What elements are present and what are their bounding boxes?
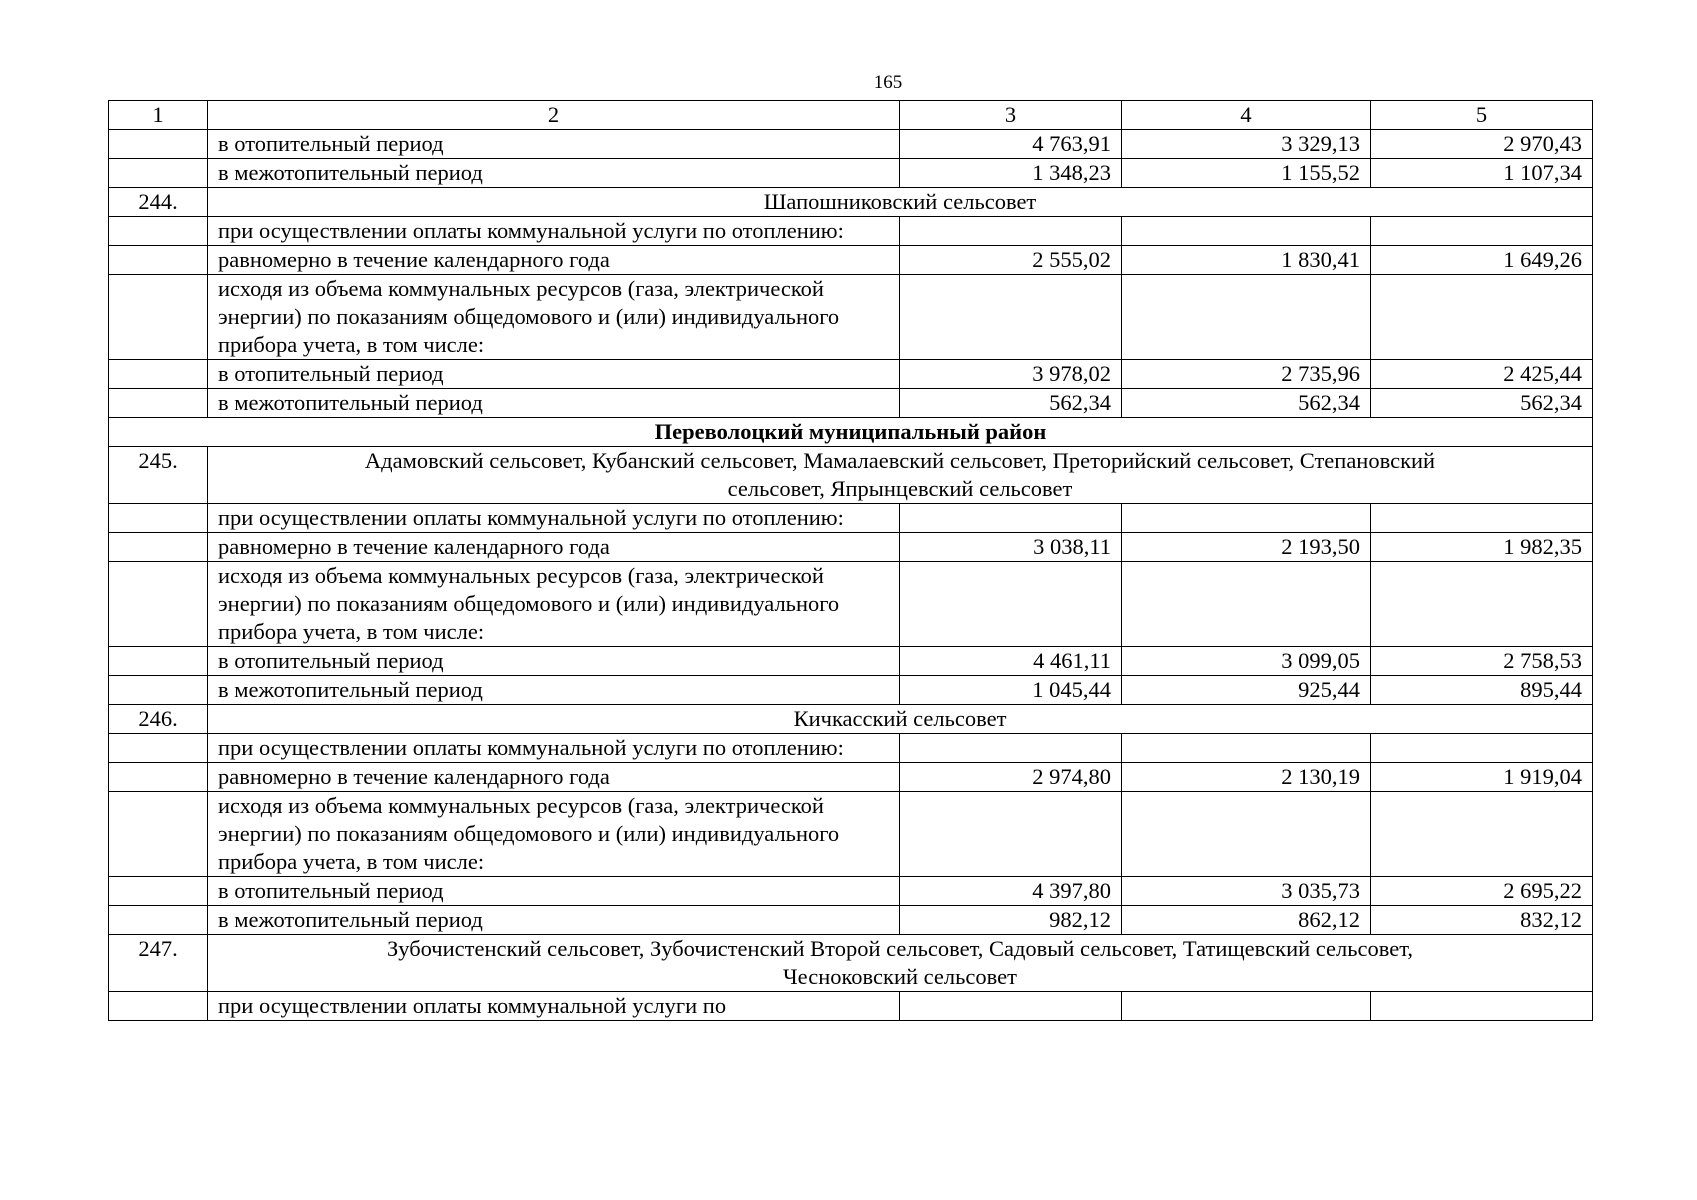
row-description-cell: при осуществлении оплаты коммунальной услуги по отоплению: <box>208 734 900 763</box>
value-col3-cell <box>900 275 1122 360</box>
value-col3-cell: 4 763,91 <box>900 130 1122 159</box>
tariff-table <box>108 100 1593 1021</box>
table-row <box>109 792 1593 877</box>
value-col3-cell <box>900 562 1122 647</box>
value-col5-cell <box>1371 562 1593 647</box>
table-row <box>109 992 1593 1021</box>
row-number-cell <box>109 130 208 159</box>
row-number-cell <box>109 246 208 275</box>
value-col4-cell <box>1122 992 1371 1021</box>
header-cell: 1 <box>109 101 208 130</box>
section-number-cell: 246. <box>109 705 208 734</box>
table-row <box>109 130 1593 159</box>
value-col4-cell: 3 035,73 <box>1122 877 1371 906</box>
value-col3-cell <box>900 734 1122 763</box>
value-col5-cell <box>1371 792 1593 877</box>
row-number-cell <box>109 763 208 792</box>
row-number-cell <box>109 906 208 935</box>
row-description-cell: исходя из объема коммунальных ресурсов (газа, электрической энергии) по показаниям общедомового и (или) индивидуального прибора учета, в том числе: <box>208 562 900 647</box>
value-col5-cell: 2 970,43 <box>1371 130 1593 159</box>
row-number-cell <box>109 734 208 763</box>
value-col5-cell: 2 695,22 <box>1371 877 1593 906</box>
table-row <box>109 360 1593 389</box>
row-description-cell: исходя из объема коммунальных ресурсов (газа, электрической энергии) по показаниям общедомового и (или) индивидуального прибора учета, в том числе: <box>208 275 900 360</box>
value-col5-cell: 895,44 <box>1371 676 1593 705</box>
value-col5-cell: 1 919,04 <box>1371 763 1593 792</box>
value-col3-cell: 2 555,02 <box>900 246 1122 275</box>
value-col3-cell <box>900 217 1122 246</box>
row-description-cell: равномерно в течение календарного года <box>208 533 900 562</box>
value-col4-cell: 1 830,41 <box>1122 246 1371 275</box>
header-row <box>109 101 1593 130</box>
value-col4-cell: 2 130,19 <box>1122 763 1371 792</box>
district-title-cell: Переволоцкий муниципальный район <box>109 418 1593 447</box>
section-row <box>109 447 1593 504</box>
section-title-cell: Кичкасский сельсовет <box>208 705 1593 734</box>
table-row <box>109 906 1593 935</box>
section-row <box>109 188 1593 217</box>
value-col4-cell: 2 735,96 <box>1122 360 1371 389</box>
value-col3-cell: 2 974,80 <box>900 763 1122 792</box>
value-col4-cell <box>1122 217 1371 246</box>
value-col3-cell: 1 045,44 <box>900 676 1122 705</box>
row-description-cell: равномерно в течение календарного года <box>208 246 900 275</box>
header-cell: 5 <box>1371 101 1593 130</box>
header-cell: 3 <box>900 101 1122 130</box>
row-number-cell <box>109 647 208 676</box>
row-description-cell: при осуществлении оплаты коммунальной услуги по <box>208 992 900 1021</box>
value-col4-cell: 925,44 <box>1122 676 1371 705</box>
district-row <box>109 418 1593 447</box>
table-row <box>109 533 1593 562</box>
row-number-cell <box>109 275 208 360</box>
table-row <box>109 217 1593 246</box>
section-row <box>109 705 1593 734</box>
value-col4-cell <box>1122 275 1371 360</box>
table-row <box>109 647 1593 676</box>
header-cell: 4 <box>1122 101 1371 130</box>
row-description-cell: в межотопительный период <box>208 906 900 935</box>
value-col3-cell: 3 978,02 <box>900 360 1122 389</box>
row-description-cell: исходя из объема коммунальных ресурсов (газа, электрической энергии) по показаниям общедомового и (или) индивидуального прибора учета, в том числе: <box>208 792 900 877</box>
row-description-cell: в отопительный период <box>208 360 900 389</box>
value-col5-cell: 2 758,53 <box>1371 647 1593 676</box>
table-row <box>109 159 1593 188</box>
header-cell: 2 <box>208 101 900 130</box>
value-col3-cell: 4 461,11 <box>900 647 1122 676</box>
section-row <box>109 935 1593 992</box>
value-col5-cell: 2 425,44 <box>1371 360 1593 389</box>
value-col4-cell: 862,12 <box>1122 906 1371 935</box>
value-col5-cell: 1 649,26 <box>1371 246 1593 275</box>
section-title-cell: Адамовский сельсовет, Кубанский сельсовет, Мамалаевский сельсовет, Преторийский сельсовет, Степановский сельсовет, Япрынцевский сельсовет <box>208 447 1593 504</box>
value-col3-cell <box>900 504 1122 533</box>
row-number-cell <box>109 562 208 647</box>
value-col3-cell: 1 348,23 <box>900 159 1122 188</box>
row-description-cell: равномерно в течение календарного года <box>208 763 900 792</box>
table-row <box>109 734 1593 763</box>
value-col4-cell: 3 329,13 <box>1122 130 1371 159</box>
value-col4-cell <box>1122 562 1371 647</box>
row-number-cell <box>109 217 208 246</box>
row-description-cell: в межотопительный период <box>208 159 900 188</box>
value-col3-cell: 982,12 <box>900 906 1122 935</box>
value-col3-cell <box>900 792 1122 877</box>
value-col5-cell <box>1371 734 1593 763</box>
row-number-cell <box>109 504 208 533</box>
value-col4-cell <box>1122 792 1371 877</box>
row-number-cell <box>109 992 208 1021</box>
value-col3-cell: 4 397,80 <box>900 877 1122 906</box>
row-description-cell: в отопительный период <box>208 647 900 676</box>
row-description-cell: при осуществлении оплаты коммунальной услуги по отоплению: <box>208 217 900 246</box>
value-col5-cell: 1 107,34 <box>1371 159 1593 188</box>
row-number-cell <box>109 360 208 389</box>
value-col5-cell <box>1371 504 1593 533</box>
row-number-cell <box>109 389 208 418</box>
row-number-cell <box>109 792 208 877</box>
table-row <box>109 504 1593 533</box>
row-description-cell: в отопительный период <box>208 877 900 906</box>
value-col5-cell <box>1371 217 1593 246</box>
value-col4-cell: 1 155,52 <box>1122 159 1371 188</box>
section-number-cell: 245. <box>109 447 208 504</box>
value-col3-cell <box>900 992 1122 1021</box>
section-number-cell: 247. <box>109 935 208 992</box>
value-col4-cell <box>1122 734 1371 763</box>
value-col5-cell: 832,12 <box>1371 906 1593 935</box>
table-row <box>109 676 1593 705</box>
value-col3-cell: 3 038,11 <box>900 533 1122 562</box>
value-col5-cell <box>1371 275 1593 360</box>
row-description-cell: в отопительный период <box>208 130 900 159</box>
row-number-cell <box>109 533 208 562</box>
row-number-cell <box>109 877 208 906</box>
table-row <box>109 877 1593 906</box>
table-row <box>109 389 1593 418</box>
row-description-cell: в межотопительный период <box>208 389 900 418</box>
table-row <box>109 562 1593 647</box>
value-col5-cell <box>1371 992 1593 1021</box>
section-title-cell: Зубочистенский сельсовет, Зубочистенский Второй сельсовет, Садовый сельсовет, Татищевский сельсовет, Чесноковский сельсовет <box>208 935 1593 992</box>
value-col4-cell: 562,34 <box>1122 389 1371 418</box>
section-number-cell: 244. <box>109 188 208 217</box>
row-description-cell: при осуществлении оплаты коммунальной услуги по отоплению: <box>208 504 900 533</box>
table-row <box>109 763 1593 792</box>
value-col4-cell: 3 099,05 <box>1122 647 1371 676</box>
page-number: 165 <box>873 72 903 93</box>
row-description-cell: в межотопительный период <box>208 676 900 705</box>
row-number-cell <box>109 676 208 705</box>
table-row <box>109 275 1593 360</box>
value-col4-cell <box>1122 504 1371 533</box>
section-title-cell: Шапошниковский сельсовет <box>208 188 1593 217</box>
value-col3-cell: 562,34 <box>900 389 1122 418</box>
value-col5-cell: 562,34 <box>1371 389 1593 418</box>
value-col4-cell: 2 193,50 <box>1122 533 1371 562</box>
row-number-cell <box>109 159 208 188</box>
value-col5-cell: 1 982,35 <box>1371 533 1593 562</box>
table-row <box>109 246 1593 275</box>
